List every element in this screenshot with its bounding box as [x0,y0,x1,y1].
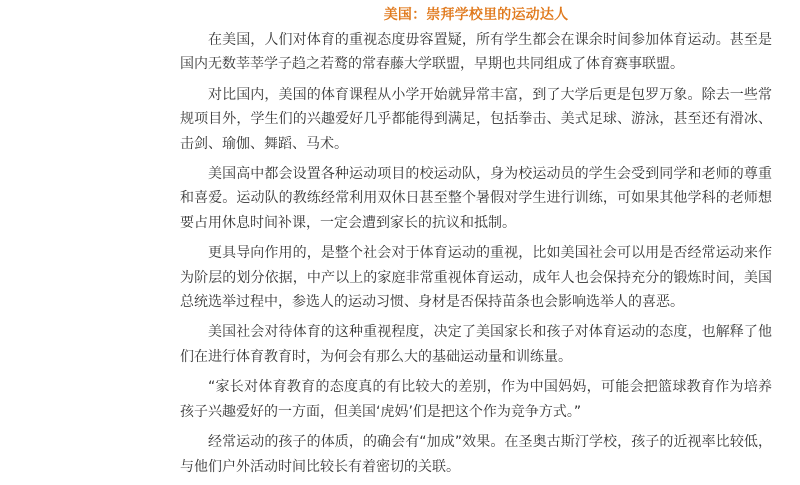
paragraph-4: 更具导向作用的，是整个社会对于体育运动的重视，比如美国社会可以用是否经常运动来作为阶层的划分依据，中产以上的家庭非常重视体育运动，成年人也会保持充分的锻炼时间，美国总统选举过程中，参选人的运动习惯、身材是否保持苗条也会影响选举人的喜恶。 [180,245,772,311]
paragraph-3: 美国高中都会设置各种运动项目的校运动队，身为校运动员的学生会受到同学和老师的尊重和喜爱。运动队的教练经常利用双休日甚至整个暑假对学生进行训练，可如果其他学科的老师想要占用休息时间补课，一定会遭到家长的抗议和抵制。 [180,166,772,231]
paragraph-7: 经常运动的孩子的体质，的确会有“加成”效果。在圣奥古斯汀学校，孩子的近视率比较低，与他们户外活动时间比较长有着密切的关联。 [180,434,772,475]
paragraph-1: 在美国，人们对体育的重视态度毋容置疑，所有学生都会在课余时间参加体育运动。甚至是国内无数莘莘学子趋之若鹜的常春藤大学联盟，早期也共同组成了体育赛事联盟。 [180,32,772,73]
paragraph-5: 美国社会对待体育的这种重视程度，决定了美国家长和孩子对体育运动的态度，也解释了他们在进行体育教育时，为何会有那么大的基础运动量和训练量。 [180,324,772,365]
article [180,0,772,485]
paragraph-6-quote: “家长对体育教育的态度真的有比较大的差别，作为中国妈妈，可能会把篮球教育作为培养孩子兴趣爱好的一方面，但美国‘虎妈’们是把这个作为竞争方式。” [180,379,772,420]
article-title: 美国：崇拜学校里的运动达人 [383,7,569,23]
paragraph-2: 对比国内，美国的体育课程从小学开始就异常丰富，到了大学后更是包罗万象。除去一些常规项目外，学生们的兴趣爱好几乎都能得到满足，包括拳击、美式足球、游泳，甚至还有滑冰、击剑、瑜伽、舞蹈、马术。 [180,86,772,152]
